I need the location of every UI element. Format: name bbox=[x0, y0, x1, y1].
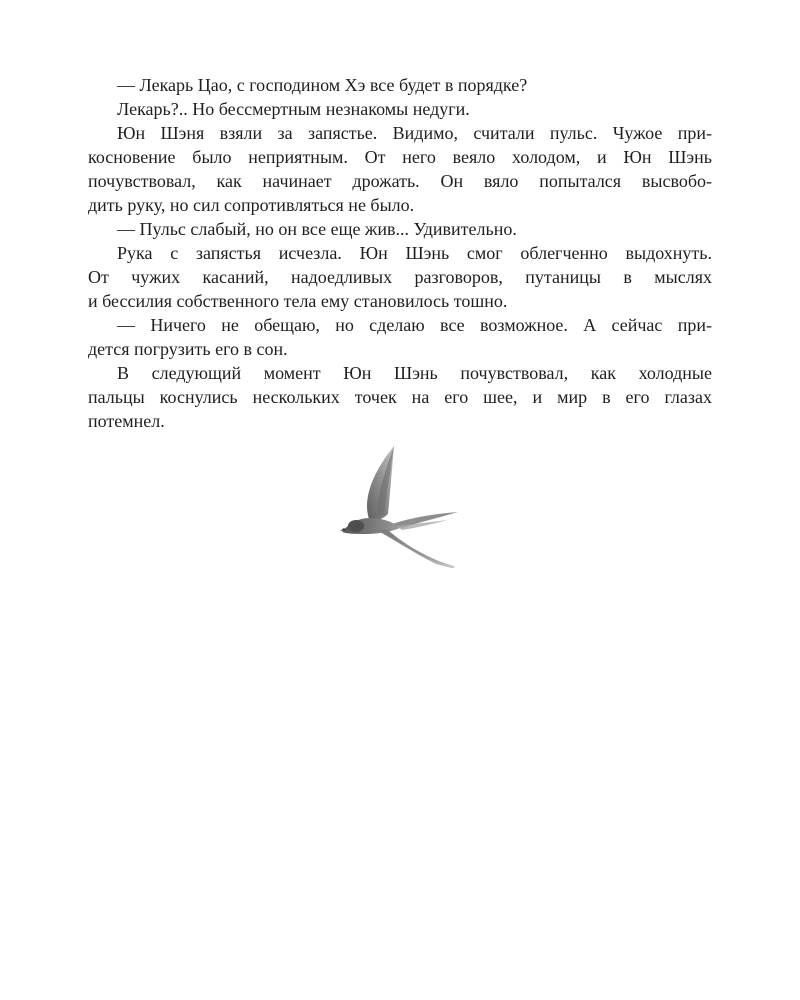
text-line: В следующий момент Юн Шэнь почувствовал, как холодные bbox=[117, 363, 712, 383]
text-line: — Пульс слабый, но он все еще жив... Удивительно. bbox=[117, 219, 517, 239]
story-text bbox=[88, 73, 712, 433]
text-line: Рука с запястья исчезла. Юн Шэнь смог облегченно выдохнуть. bbox=[117, 243, 712, 263]
text-line: пальцы коснулись нескольких точек на его шее, и мир в его глазах bbox=[88, 387, 712, 407]
text-line: — Лекарь Цао, с господином Хэ все будет в порядке? bbox=[117, 75, 528, 95]
text-line: Юн Шэня взяли за запястье. Видимо, считали пульс. Чужое при- bbox=[117, 123, 712, 143]
text-line: и бессилия собственного тела ему становилось тошно. bbox=[88, 291, 508, 311]
text-line: От чужих касаний, надоедливых разговоров, путаницы в мыслях bbox=[88, 267, 712, 287]
text-line: косновение было неприятным. От него веяло холодом, и Юн Шэнь bbox=[88, 147, 712, 167]
text-line: почувствовал, как начинает дрожать. Он вяло попытался высвобо- bbox=[88, 171, 712, 191]
text-line: дить руку, но сил сопротивляться не было. bbox=[88, 195, 415, 215]
text-line: дется погрузить его в сон. bbox=[88, 339, 288, 359]
text-line: Лекарь?.. Но бессмертным незнакомы недуги. bbox=[117, 99, 470, 119]
text-line: потемнел. bbox=[88, 411, 165, 431]
text-line: — Ничего не обещаю, но сделаю все возможное. А сейчас при- bbox=[117, 315, 712, 335]
swallow-bird-icon bbox=[340, 440, 460, 570]
